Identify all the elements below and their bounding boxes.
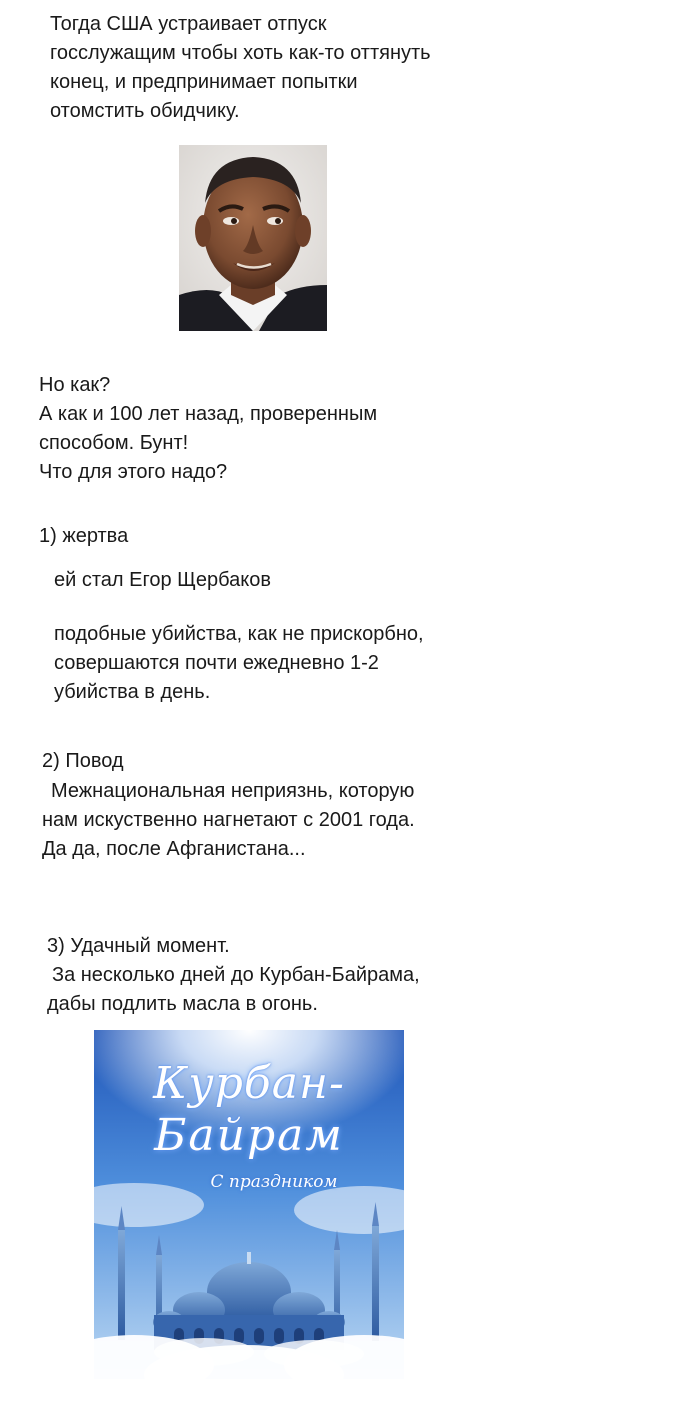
item1-note — [54, 620, 424, 707]
kurban-bayram-card — [94, 1030, 404, 1379]
item3-paragraph — [47, 961, 420, 1019]
item2-paragraph — [42, 777, 415, 864]
card-title-line2: Байрам — [154, 1110, 344, 1161]
intro-paragraph — [50, 10, 431, 126]
item1-note-line: совершаются почти ежедневно 1-2 — [54, 652, 379, 674]
question-line: способом. Бунт! — [39, 432, 189, 454]
card-subtitle: С праздником — [210, 1172, 338, 1192]
item3-heading: 3) Удачный момент. — [47, 935, 230, 957]
portrait-photo — [179, 145, 327, 331]
intro-line: конец, и предпринимает попытки — [50, 71, 358, 93]
item3-line: дабы подлить масла в огонь. — [47, 993, 318, 1015]
card-title-line1: Курбан- — [153, 1058, 345, 1109]
question-line: А как и 100 лет назад, проверенным — [39, 403, 378, 425]
question-line: Но как? — [39, 374, 111, 396]
item1-note-line: убийства в день. — [54, 681, 211, 703]
item2-line: Межнациональная неприязнь, которую — [51, 780, 415, 802]
intro-line: Тогда США устраивает отпуск — [50, 13, 327, 35]
item1-note-line: подобные убийства, как не прискорбно, — [54, 623, 424, 645]
intro-line: отомстить обидчику. — [50, 100, 240, 122]
item2-heading: 2) Повод — [42, 750, 124, 772]
item3-line: За несколько дней до Курбан-Байрама, — [52, 964, 420, 986]
item1-heading: 1) жертва — [39, 525, 129, 547]
question-paragraph — [39, 371, 377, 487]
item2-line: Да да, после Афганистана... — [42, 838, 306, 860]
item2-line: нам искуственно нагнетают с 2001 года. — [42, 809, 415, 831]
question-line: Что для этого надо? — [39, 461, 228, 483]
intro-line: госслужащим чтобы хоть как-то оттянуть — [50, 42, 431, 64]
item1-victim: ей стал Егор Щербаков — [54, 569, 271, 591]
